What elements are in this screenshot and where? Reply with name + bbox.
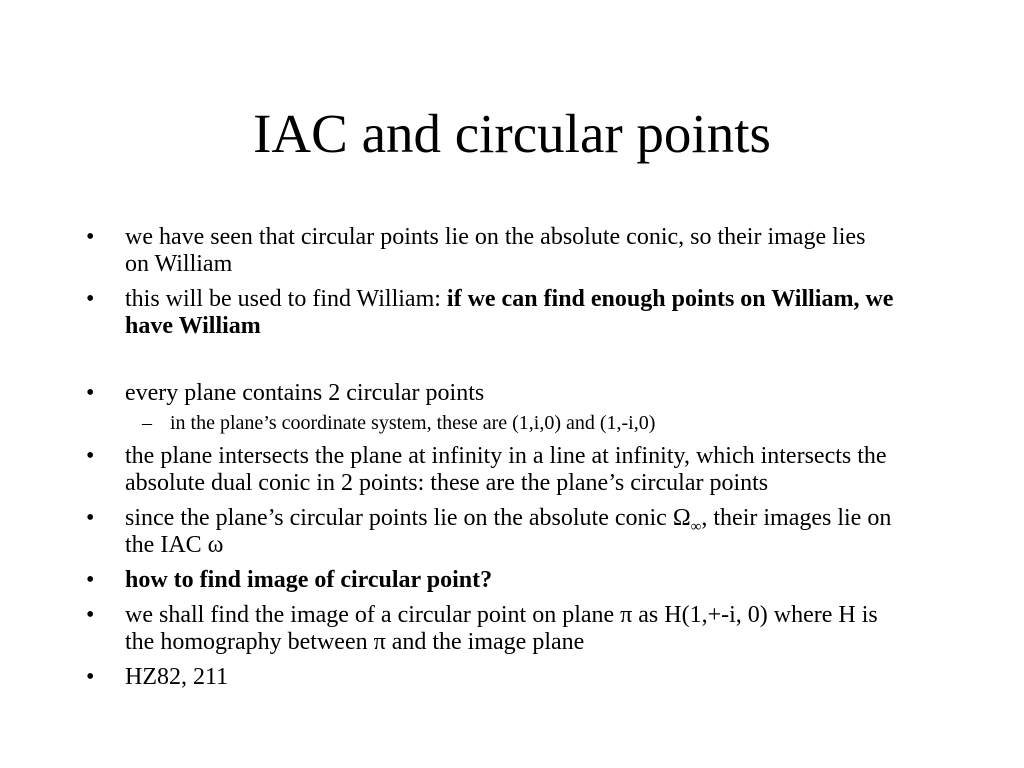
bullet-marker: • (86, 602, 95, 628)
bullet-marker: • (86, 505, 95, 531)
bullet-marker: • (86, 286, 95, 312)
bullet-text-bold: if we can find enough points on William, we have William (125, 286, 894, 339)
bullet-item-6 (86, 567, 895, 594)
bullet-text: we shall find the image of a circular point on plane π as H(1,+-i, 0) where H is the homography between π and the image plane (125, 602, 878, 655)
bullet-list (0, 224, 1024, 699)
bullet-text: every plane contains 2 circular points (125, 380, 485, 406)
bullet-text-a: since the plane’s circular points lie on the absolute conic Ω (125, 505, 691, 531)
bullet-text: HZ82, 211 (125, 664, 229, 690)
sub-bullet-text: in the plane’s coordinate system, these are (1,i,0) and (1,-i,0) (170, 412, 656, 434)
bullet-text-bold: how to find image of circular point? (125, 567, 493, 593)
bullet-item-4 (86, 443, 895, 497)
sub-bullet-marker: – (142, 412, 152, 434)
bullet-text: this will be used to find William: (125, 286, 447, 312)
bullet-marker: • (86, 567, 95, 593)
infinity-subscript: ∞ (690, 518, 702, 535)
bullet-item-8 (86, 664, 895, 691)
bullet-marker: • (86, 224, 95, 250)
bullet-item-5 (86, 505, 895, 559)
bullet-marker: • (86, 380, 95, 406)
slide-title: IAC and circular points (253, 103, 771, 164)
bullet-text: the plane intersects the plane at infinity in a line at infinity, which intersects the absolute dual conic in 2 points: these are the plane’s circular points (125, 443, 887, 496)
bullet-item-3 (86, 380, 895, 407)
bullet-text: we have seen that circular points lie on the absolute conic, so their image lies on William (125, 224, 866, 277)
bullet-marker: • (86, 443, 95, 469)
bullet-text-b: , their images lie on the IAC ω (125, 505, 892, 558)
bullet-item-2 (86, 286, 895, 340)
bullet-marker: • (86, 664, 95, 690)
bullet-item-7 (86, 602, 895, 656)
bullet-item-1 (86, 224, 895, 278)
sub-bullet-item (142, 411, 890, 435)
